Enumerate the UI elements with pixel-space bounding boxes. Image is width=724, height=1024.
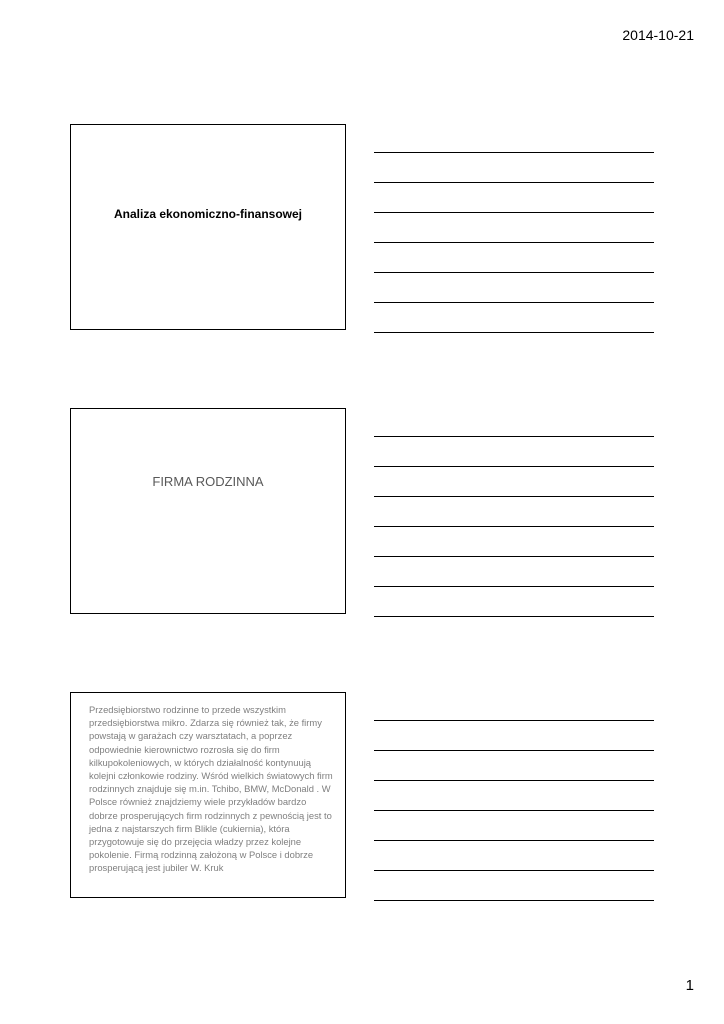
- note-line: [374, 466, 654, 496]
- date-label: 2014-10-21: [622, 27, 694, 43]
- note-line: [374, 242, 654, 272]
- notes-lines-3: [374, 720, 654, 901]
- note-line: [374, 436, 654, 466]
- slide-body-text: Przedsiębiorstwo rodzinne to przede wszystkim przedsiębiorstwa mikro. Zdarza się również tak, że firmy powstają w garażach czy warsztatach, a poprzez odpowiednie kierownictwo rozrosła się do firm kilkupokoleniowych, w których działalność kontynuują kolejni członkowie rodziny. Wśród wielkich światowych firm rodzinnych znajduje się m.in. Tchibo, BMW, McDonald . W Polsce również znajdziemy wiele przykładów bardzo dobrze prosperujących firm rodzinnych z pewnością jest to jedna z najstarszych firm Blikle (cukiernia), która przygotowuje się do przejęcia władzy przez kolejne pokolenie. Firmą rodzinną założoną w Polsce i dobrze prosperującą jest jubiler W. Kruk: [89, 704, 333, 874]
- note-line: [374, 616, 654, 617]
- slide-title: FIRMA RODZINNA: [152, 474, 264, 489]
- note-line: [374, 810, 654, 840]
- slide-title: Analiza ekonomiczno-finansowej: [113, 207, 303, 221]
- note-line: [374, 780, 654, 810]
- note-line: [374, 526, 654, 556]
- note-line: [374, 302, 654, 332]
- note-line: [374, 272, 654, 302]
- notes-lines-1: [374, 152, 654, 333]
- note-line: [374, 152, 654, 182]
- note-line: [374, 212, 654, 242]
- slide-thumbnail-2: [70, 408, 346, 614]
- note-line: [374, 556, 654, 586]
- note-line: [374, 496, 654, 526]
- note-line: [374, 750, 654, 780]
- page-number: 1: [685, 977, 694, 994]
- notes-lines-2: [374, 436, 654, 617]
- note-line: [374, 900, 654, 901]
- note-line: [374, 840, 654, 870]
- note-line: [374, 182, 654, 212]
- note-line: [374, 586, 654, 616]
- slide-thumbnail-3: [70, 692, 346, 898]
- note-line: [374, 332, 654, 333]
- note-line: [374, 870, 654, 900]
- slide-thumbnail-1: [70, 124, 346, 330]
- note-line: [374, 720, 654, 750]
